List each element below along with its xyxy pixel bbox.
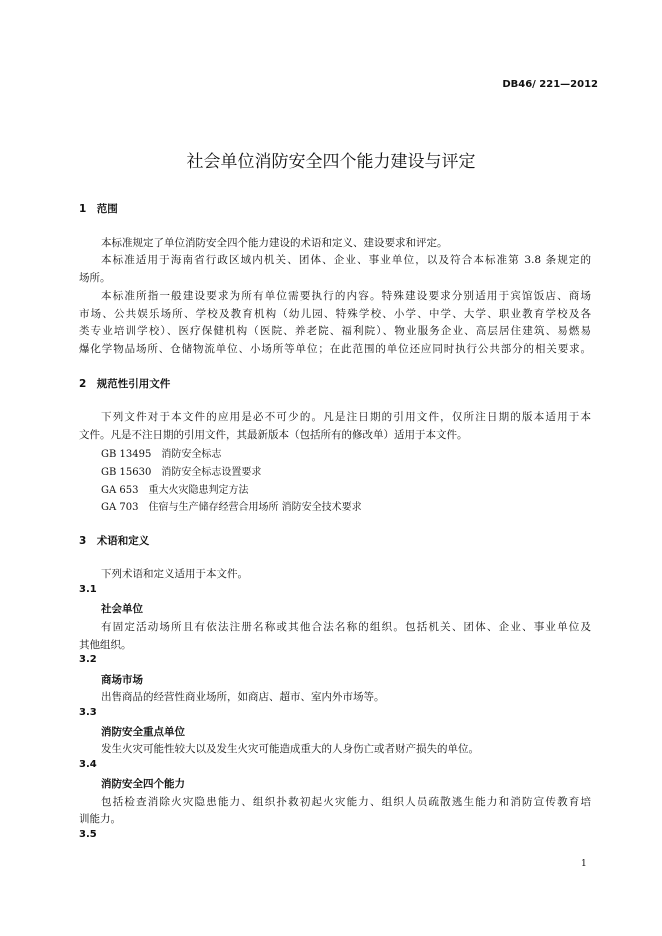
references-intro-line-1: 下列文件对于本文件的应用是必不可少的。凡是注日期的引用文件，仅所注日期的版本适用于本 bbox=[101, 411, 591, 423]
term-definition-line-1: 包括检查消除火灾隐患能力、组织扑救初起火灾能力、组织人员疏散逃生能力和消防宣传教育培 bbox=[101, 796, 591, 808]
term-name: 消防安全重点单位 bbox=[101, 726, 185, 738]
term-name: 社会单位 bbox=[101, 603, 143, 615]
term-name: 消防安全四个能力 bbox=[101, 778, 185, 790]
terms-intro: 下列术语和定义适用于本文件。 bbox=[101, 568, 248, 580]
term-number: 3.2 bbox=[79, 654, 97, 665]
reference-item: GA 703 住宿与生产储存经营合用场所 消防安全技术要求 bbox=[101, 502, 362, 513]
reference-item: GA 653 重大火灾隐患判定方法 bbox=[101, 485, 249, 496]
section-1-heading: 1 范围 bbox=[79, 203, 118, 215]
reference-item: GB 13495 消防安全标志 bbox=[101, 449, 222, 460]
page-number: 1 bbox=[581, 859, 587, 869]
scope-paragraph-3-line-3: 类专业培训学校）、医疗保健机构（医院、养老院、福利院）、物业服务企业、高层居住建筑、易燃易 bbox=[79, 325, 591, 337]
term-number: 3.4 bbox=[79, 759, 97, 770]
scope-paragraph-3-line-1: 本标准所指一般建设要求为所有单位需要执行的内容。特殊建设要求分别适用于宾馆饭店、商场 bbox=[101, 290, 591, 302]
document-title: 社会单位消防安全四个能力建设与评定 bbox=[186, 152, 476, 172]
scope-paragraph-3-line-2: 市场、公共娱乐场所、学校及教育机构（幼儿园、特殊学校、小学、中学、大学、职业教育学校及各 bbox=[79, 308, 591, 320]
scope-paragraph-2-line-2: 场所。 bbox=[79, 272, 111, 284]
references-intro-line-2: 文件。凡是不注日期的引用文件，其最新版本（包括所有的修改单）适用于本文件。 bbox=[79, 429, 468, 441]
term-number: 3.3 bbox=[79, 707, 97, 718]
scope-paragraph-1: 本标准规定了单位消防安全四个能力建设的术语和定义、建设要求和评定。 bbox=[101, 237, 448, 249]
section-3-heading: 3 术语和定义 bbox=[79, 535, 150, 547]
term-definition-line-1: 出售商品的经营性商业场所，如商店、超市、室内外市场等。 bbox=[101, 691, 385, 703]
section-2-heading: 2 规范性引用文件 bbox=[79, 378, 171, 390]
standard-number: DB46/ 221—2012 bbox=[502, 79, 598, 90]
term-definition-line-2: 训能力。 bbox=[79, 813, 121, 825]
reference-item: GB 15630 消防安全标志设置要求 bbox=[101, 467, 262, 478]
scope-paragraph-2-line-1: 本标准适用于海南省行政区域内机关、团体、企业、事业单位，以及符合本标准第 3.8 条规定的 bbox=[101, 254, 591, 266]
term-number: 3.1 bbox=[79, 584, 97, 595]
term-name: 商场市场 bbox=[101, 674, 143, 686]
term-definition-line-1: 有固定活动场所且有依法注册名称或其他合法名称的组织。包括机关、团体、企业、事业单位及 bbox=[101, 621, 591, 633]
scope-paragraph-3-line-4: 爆化学物品场所、仓储物流单位、小场所等单位；在此范围的单位还应同时执行公共部分的相关要求。 bbox=[79, 343, 591, 355]
term-definition-line-2: 其他组织。 bbox=[79, 639, 132, 651]
term-number: 3.5 bbox=[79, 829, 97, 840]
term-definition-line-1: 发生火灾可能性较大以及发生火灾可能造成重大的人身伤亡或者财产损失的单位。 bbox=[101, 743, 479, 755]
